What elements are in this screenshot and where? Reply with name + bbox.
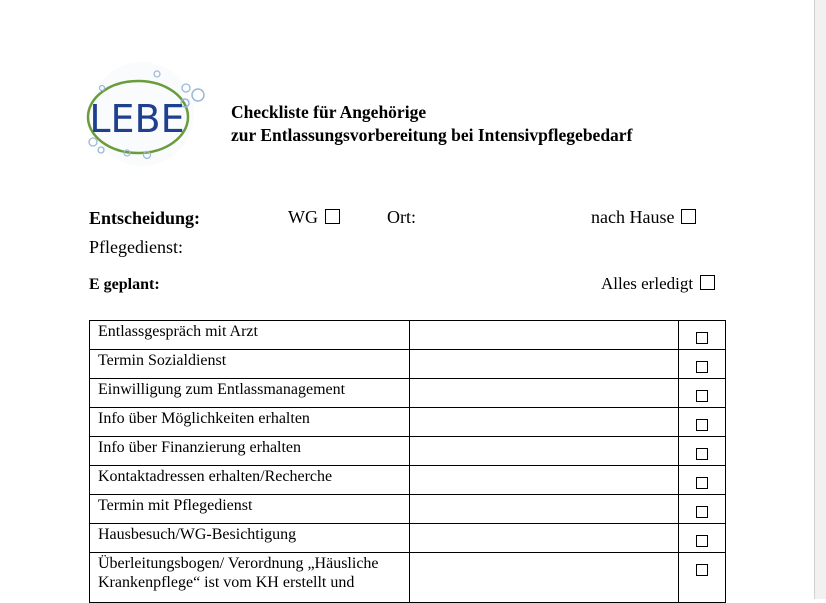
- table-row: [90, 350, 726, 379]
- wg-label: WG: [288, 207, 318, 227]
- home-checkbox[interactable]: [681, 209, 696, 224]
- decision-label: Entscheidung:: [89, 208, 201, 228]
- item-checkbox[interactable]: [696, 564, 708, 576]
- table-row: [90, 553, 726, 603]
- table-row: [90, 466, 726, 495]
- checklist-table: [89, 320, 726, 603]
- notes-cell[interactable]: [410, 437, 679, 466]
- home-label: nach Hause: [591, 207, 675, 227]
- checkbox-cell: [679, 524, 726, 553]
- care-service-label: Pflegedienst:: [89, 237, 183, 257]
- item-checkbox[interactable]: [696, 448, 708, 460]
- notes-cell[interactable]: [410, 495, 679, 524]
- home-option: [591, 206, 696, 228]
- svg-text:LEBE: LEBE: [89, 97, 185, 141]
- table-row: [90, 524, 726, 553]
- table-row: [90, 408, 726, 437]
- document-title: [231, 101, 632, 147]
- item-label: Termin Sozialdienst: [90, 350, 410, 379]
- all-done-option: [601, 273, 715, 295]
- checkbox-cell: [679, 379, 726, 408]
- item-label-line-2: Krankenpflege“ ist vom KH erstellt und: [98, 574, 355, 591]
- title-line-2: zur Entlassungsvorbereitung bei Intensivpflegebedarf: [231, 125, 633, 145]
- table-row: [90, 321, 726, 350]
- page-margin: [815, 0, 826, 599]
- notes-cell[interactable]: [410, 466, 679, 495]
- table-row: [90, 379, 726, 408]
- wg-checkbox[interactable]: [325, 209, 340, 224]
- item-checkbox[interactable]: [696, 332, 708, 344]
- planned-label: E geplant:: [89, 276, 160, 293]
- checkbox-cell: [679, 321, 726, 350]
- item-label: Kontaktadressen erhalten/Recherche: [90, 466, 410, 495]
- notes-cell[interactable]: [410, 524, 679, 553]
- ort-label: Ort:: [387, 207, 416, 227]
- table-row: [90, 495, 726, 524]
- notes-cell[interactable]: [410, 553, 679, 603]
- item-label: Einwilligung zum Entlassmanagement: [90, 379, 410, 408]
- item-label: Info über Möglichkeiten erhalten: [90, 408, 410, 437]
- all-done-checkbox[interactable]: [700, 275, 715, 290]
- checkbox-cell: [679, 350, 726, 379]
- title-line-1: Checkliste für Angehörige: [231, 102, 427, 122]
- item-checkbox[interactable]: [696, 506, 708, 518]
- checkbox-cell: [679, 466, 726, 495]
- item-checkbox[interactable]: [696, 361, 708, 373]
- notes-cell[interactable]: [410, 408, 679, 437]
- notes-cell[interactable]: [410, 379, 679, 408]
- item-label: Termin mit Pflegedienst: [90, 495, 410, 524]
- wg-option: [288, 206, 340, 228]
- lebe-logo: [74, 60, 216, 170]
- item-label: [90, 553, 410, 603]
- table-row: [90, 437, 726, 466]
- all-done-label: Alles erledigt: [601, 274, 694, 293]
- notes-cell[interactable]: [410, 321, 679, 350]
- item-label: Hausbesuch/WG-Besichtigung: [90, 524, 410, 553]
- item-checkbox[interactable]: [696, 477, 708, 489]
- checkbox-cell: [679, 495, 726, 524]
- item-checkbox[interactable]: [696, 419, 708, 431]
- item-label: Info über Finanzierung erhalten: [90, 437, 410, 466]
- item-label: Entlassgespräch mit Arzt: [90, 321, 410, 350]
- item-label-line-1: Überleitungsbogen/ Verordnung „Häusliche: [98, 555, 379, 572]
- notes-cell[interactable]: [410, 350, 679, 379]
- checkbox-cell: [679, 553, 726, 603]
- item-checkbox[interactable]: [696, 535, 708, 547]
- item-checkbox[interactable]: [696, 390, 708, 402]
- checkbox-cell: [679, 408, 726, 437]
- checkbox-cell: [679, 437, 726, 466]
